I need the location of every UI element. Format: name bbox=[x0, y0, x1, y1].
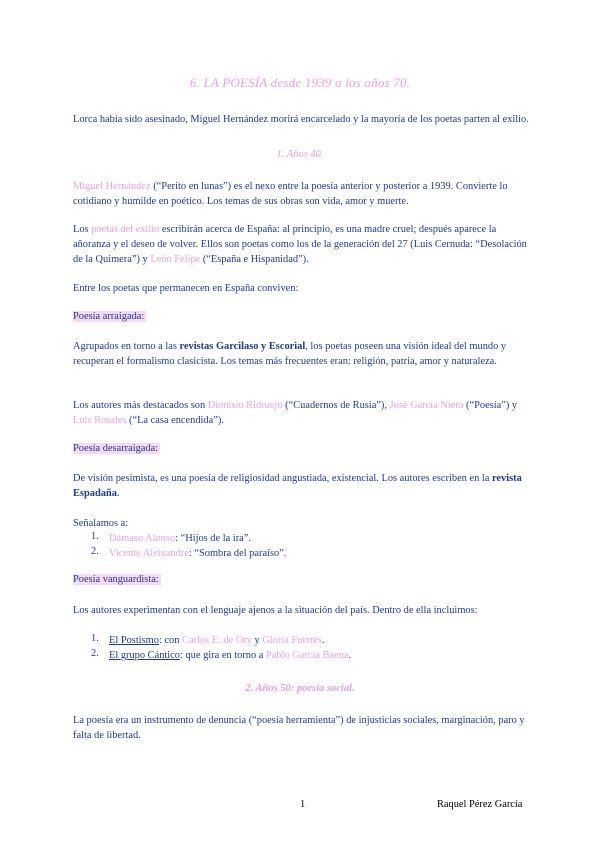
list-item-text: . bbox=[322, 635, 325, 646]
section-heading-1: 1. Años 40. bbox=[276, 149, 324, 160]
paragraph-text: (“Poesía”) y bbox=[463, 400, 518, 411]
author-name: Carlos E. de Ory bbox=[182, 635, 252, 646]
author-name: León Felipe bbox=[150, 254, 201, 265]
paragraph-text: escribirán acerca de España: al principio, es una madre cruel; después aparece la añoranza y el deseo de volver. Ellos son poetas como los de la generación del 27 (Luis Cernuda: “Desolación de la Quimera”) y bbox=[73, 224, 527, 265]
paragraph-exilio bbox=[73, 222, 535, 267]
list-item-text: : con bbox=[158, 635, 183, 646]
list-item-text: : que gira en torno a bbox=[180, 650, 266, 661]
paragraph-poesia-social: La poesía era un instrumento de denuncia (“poesía herramienta”) de injusticias sociales, marginación, paro y falta de libertad. bbox=[73, 715, 525, 741]
highlight-term: poetas del exilio bbox=[91, 224, 160, 235]
paragraph-text: (“La casa encendida”). bbox=[126, 415, 224, 426]
paragraph-conviven: Entre los poetas que permanecen en España conviven: bbox=[73, 283, 299, 294]
author-name: Dámaso Alonso bbox=[109, 533, 176, 544]
list-item bbox=[109, 633, 325, 648]
paragraph-text: De visión pesimista, es una poesía de religiosidad angustiada, existencial. Los autores escriben en la bbox=[73, 473, 492, 484]
intro-paragraph: Lorca había sido asesinado, Miguel Hernández morirá encarcelado y la mayoría de los poetas parten al exilio. bbox=[73, 114, 529, 125]
paragraph-text: (“Perito en lunas”) es el nexo entre la poesía anterior y posterior a 1939. Convierte lo cotidiano y humilde en poético. Los temas de sus obras son vida, amor y muerte. bbox=[73, 181, 508, 207]
label-poesia-vanguardista: Poesía vanguardista: bbox=[73, 574, 159, 585]
footer-author: Raquel Pérez García bbox=[437, 799, 523, 810]
list-item bbox=[109, 648, 351, 663]
bold-term: revista Espadaña bbox=[73, 473, 522, 499]
list-number: 2. bbox=[91, 546, 99, 557]
author-name: Vicente Aleixandre bbox=[109, 548, 189, 559]
list-number: 2. bbox=[91, 648, 99, 659]
page-title: 6. LA POESÍA desde 1939 a los años 70. bbox=[189, 75, 411, 90]
paragraph-vanguardista: Los autores experimentan con el lenguaje ajenos a la situación del país. Dentro de ella incluimos: bbox=[73, 605, 478, 616]
underlined-term: El Postismo bbox=[109, 635, 159, 646]
paragraph-text: Los autores más destacados son bbox=[73, 400, 208, 411]
list-item bbox=[109, 531, 251, 546]
section-heading-2: 2. Años 50: poesía social. bbox=[245, 683, 355, 694]
paragraph-arraigada bbox=[73, 339, 535, 369]
label-poesia-arraigada: Poesía arraigada: bbox=[73, 311, 145, 322]
paragraph-senalamos: Señalamos a: bbox=[73, 518, 129, 529]
list-item-text: : “Sombra del paraíso”. bbox=[188, 548, 287, 559]
paragraph-autores-arraigada bbox=[73, 398, 535, 428]
paragraph-text: Los bbox=[73, 224, 92, 235]
paragraph-text: (“Cuadernos de Rusia”), bbox=[282, 400, 390, 411]
underlined-term: El grupo Cántico bbox=[109, 650, 180, 661]
list-item bbox=[109, 546, 286, 561]
list-item-text: : “Hijos de la ira”. bbox=[175, 533, 251, 544]
author-name: José García Nieto bbox=[389, 400, 464, 411]
paragraph-desarraigada bbox=[73, 471, 535, 501]
author-name: Pablo García Baena bbox=[265, 650, 349, 661]
paragraph-text: , los poetas poseen una visión ideal del mundo y recuperan el formalismo clasicista. Los temas más frecuentes eran: religión, patria, amor y naturaleza. bbox=[73, 341, 507, 367]
list-number: 1. bbox=[91, 633, 99, 644]
list-number: 1. bbox=[91, 531, 99, 542]
paragraph-text: . bbox=[116, 488, 120, 499]
author-name: Miguel Hernández bbox=[73, 181, 151, 192]
bold-term: revistas Garcilaso y Escorial bbox=[179, 341, 306, 352]
list-item-text: . bbox=[348, 650, 352, 661]
page-number: 1 bbox=[300, 799, 306, 810]
author-name: Dionisio Ridruejo bbox=[207, 400, 283, 411]
paragraph-text: (“España e Hispanidad”). bbox=[200, 254, 309, 265]
label-poesia-desarraigada: Poesía desarraigada: bbox=[73, 443, 159, 454]
author-name: Luis Rosales bbox=[73, 415, 127, 426]
author-name: Gloria Fuertes bbox=[262, 635, 323, 646]
paragraph-text: Agrupados en torno a las bbox=[73, 341, 180, 352]
list-item-text: y bbox=[251, 635, 263, 646]
paragraph-miguel-hernandez bbox=[73, 179, 535, 209]
